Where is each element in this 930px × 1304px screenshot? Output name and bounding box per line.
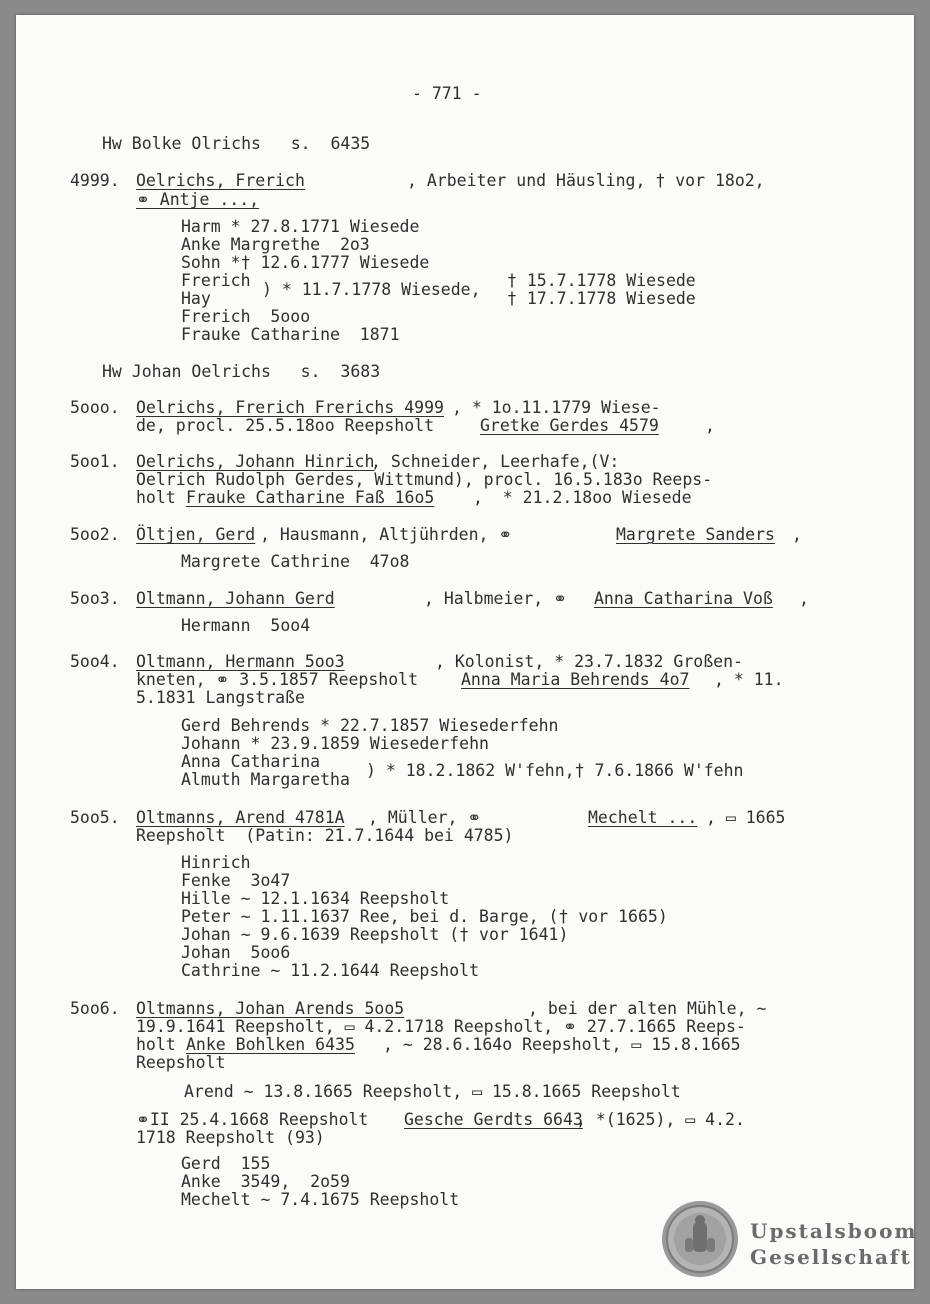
text-line: † 17.7.1778 Wiesede xyxy=(507,289,696,308)
text-line: kneten, ⚭ 3.5.1857 Reepsholt xyxy=(136,670,428,689)
text-line: Reepsholt xyxy=(136,1053,226,1072)
seal-logo-icon xyxy=(661,1200,739,1278)
text-line: ⚭ Antje ..., xyxy=(136,190,260,209)
text-line: Anna Maria Behrends 4o7 xyxy=(461,670,690,689)
text-line: Cathrine ~ 11.2.1644 Reepsholt xyxy=(181,961,480,980)
text-line: Oelrichs, Frerich Frerichs 4999 xyxy=(136,398,444,417)
text-line: 4999. xyxy=(70,171,120,190)
logo-text-line2: Gesellschaft xyxy=(750,1245,912,1269)
text-line: Peter ~ 1.11.1637 Ree, bei d. Barge, († vor 1665) xyxy=(181,907,668,926)
text-line: Johan 5oo6 xyxy=(181,943,291,962)
text-line: 5ooo. xyxy=(70,398,120,417)
text-line: Margrete Cathrine 47o8 xyxy=(181,552,410,571)
text-line: Johann * 23.9.1859 Wiesederfehn xyxy=(181,734,489,753)
text-line: , xyxy=(705,416,715,435)
document-page xyxy=(16,15,918,1289)
text-line: Frauke Catharine 1871 xyxy=(181,325,400,344)
text-line: 5oo6. xyxy=(70,999,120,1018)
text-line: Hw Johan Oelrichs s. 3683 xyxy=(102,362,381,381)
text-line: Anke Margrethe 2o3 xyxy=(181,235,370,254)
text-line: Harm * 27.8.1771 Wiesede xyxy=(181,217,420,236)
text-line: , bei der alten Mühle, ~ xyxy=(528,999,767,1018)
text-line: Oltmann, Hermann 5oo3 xyxy=(136,652,345,671)
text-line: , xyxy=(792,525,802,544)
text-line: Gerd Behrends * 22.7.1857 Wiesederfehn xyxy=(181,716,559,735)
text-line: , * 1o.11.1779 Wiese- xyxy=(452,398,661,417)
text-line: , *(1625), ▭ 4.2. xyxy=(576,1110,745,1129)
text-line: , * 11. xyxy=(714,670,784,689)
text-line: Hay xyxy=(181,289,211,308)
text-line: Sohn *† 12.6.1777 Wiesede xyxy=(181,253,430,272)
text-line: ⚭II 25.4.1668 Reepsholt xyxy=(136,1110,379,1129)
text-line: Oltmann, Johann Gerd xyxy=(136,589,335,608)
text-line: , Arbeiter und Häusling, † vor 18o2, xyxy=(407,171,765,190)
text-line: , Hausmann, Altjührden, ⚭ xyxy=(260,525,523,544)
text-line: Oelrich Rudolph Gerdes, Wittmund), procl. 16.5.183o Reeps- xyxy=(136,470,713,489)
text-line: Hille ~ 12.1.1634 Reepsholt xyxy=(181,889,450,908)
text-line: Hw Bolke Olrichs s. 6435 xyxy=(102,134,371,153)
text-line: Anna Catharina Voß xyxy=(594,589,773,608)
text-line: Gesche Gerdts 6643 xyxy=(404,1110,583,1129)
text-line: , * 21.2.18oo Wiesede xyxy=(473,488,692,507)
text-line: Anke Bohlken 6435 xyxy=(186,1035,355,1054)
text-line: , ▭ 1665 xyxy=(706,808,786,827)
text-line: Arend ~ 13.8.1665 Reepsholt, ▭ 15.8.1665 Reepsholt xyxy=(184,1082,681,1101)
text-line: holt xyxy=(136,1035,186,1054)
text-line: Johan ~ 9.6.1639 Reepsholt († vor 1641) xyxy=(181,925,569,944)
text-line: † 15.7.1778 Wiesede xyxy=(507,271,696,290)
text-line: , Kolonist, * 23.7.1832 Großen- xyxy=(435,652,743,671)
text-line: Frerich xyxy=(181,271,251,290)
text-line: Mechelt ... xyxy=(588,808,698,827)
text-line: 5.1831 Langstraße xyxy=(136,688,305,707)
text-line: 5oo5. xyxy=(70,808,120,827)
text-line: de, procl. 25.5.18oo Reepsholt xyxy=(136,416,444,435)
text-line: ) * 18.2.1862 W'fehn,† 7.6.1866 W'fehn xyxy=(366,761,744,780)
text-line: 19.9.1641 Reepsholt, ▭ 4.2.1718 Reepsholt, ⚭ 27.7.1665 Reeps- xyxy=(136,1017,746,1036)
text-line: Mechelt ~ 7.4.1675 Reepsholt xyxy=(181,1190,460,1209)
text-line: 5oo3. xyxy=(70,589,120,608)
text-line: Oelrichs, Johann Hinrich xyxy=(136,452,375,471)
text-line: Anke 3549, 2o59 xyxy=(181,1172,350,1191)
text-line: , Müller, ⚭ xyxy=(368,808,492,827)
text-line: 5oo2. xyxy=(70,525,120,544)
page-number: - 771 - xyxy=(412,84,482,103)
text-line: ) * 11.7.1778 Wiesede, xyxy=(262,280,481,299)
text-line: Frerich 5ooo xyxy=(181,307,311,326)
text-line: Hinrich xyxy=(181,853,251,872)
text-line: Öltjen, Gerd xyxy=(136,525,256,544)
text-line: Fenke 3o47 xyxy=(181,871,291,890)
text-line: 1718 Reepsholt (93) xyxy=(136,1128,325,1147)
text-line: holt xyxy=(136,488,186,507)
text-line: Almuth Margaretha xyxy=(181,770,350,789)
text-line: Frauke Catharine Faß 16o5 xyxy=(186,488,435,507)
text-line: Reepsholt (Patin: 21.7.1644 bei 4785) xyxy=(136,826,514,845)
text-line: Gretke Gerdes 4579 xyxy=(480,416,659,435)
text-line: , ~ 28.6.164o Reepsholt, ▭ 15.8.1665 xyxy=(383,1035,741,1054)
text-line: Gerd 155 xyxy=(181,1154,271,1173)
logo-text-line1: Upstalsboom xyxy=(750,1219,918,1243)
text-line: Oltmanns, Johan Arends 5oo5 xyxy=(136,999,405,1018)
text-line: , Schneider, Leerhafe,(V: xyxy=(371,452,620,471)
text-line: , Halbmeier, ⚭ xyxy=(424,589,577,608)
text-line: Margrete Sanders xyxy=(616,525,775,544)
text-line: Oelrichs, Frerich xyxy=(136,171,305,190)
text-line: Anna Catharina xyxy=(181,752,321,771)
text-line: Oltmanns, Arend 4781A xyxy=(136,808,345,827)
text-line: Hermann 5oo4 xyxy=(181,616,311,635)
text-line: 5oo4. xyxy=(70,652,120,671)
text-line: 5oo1. xyxy=(70,452,120,471)
text-line: , xyxy=(799,589,809,608)
